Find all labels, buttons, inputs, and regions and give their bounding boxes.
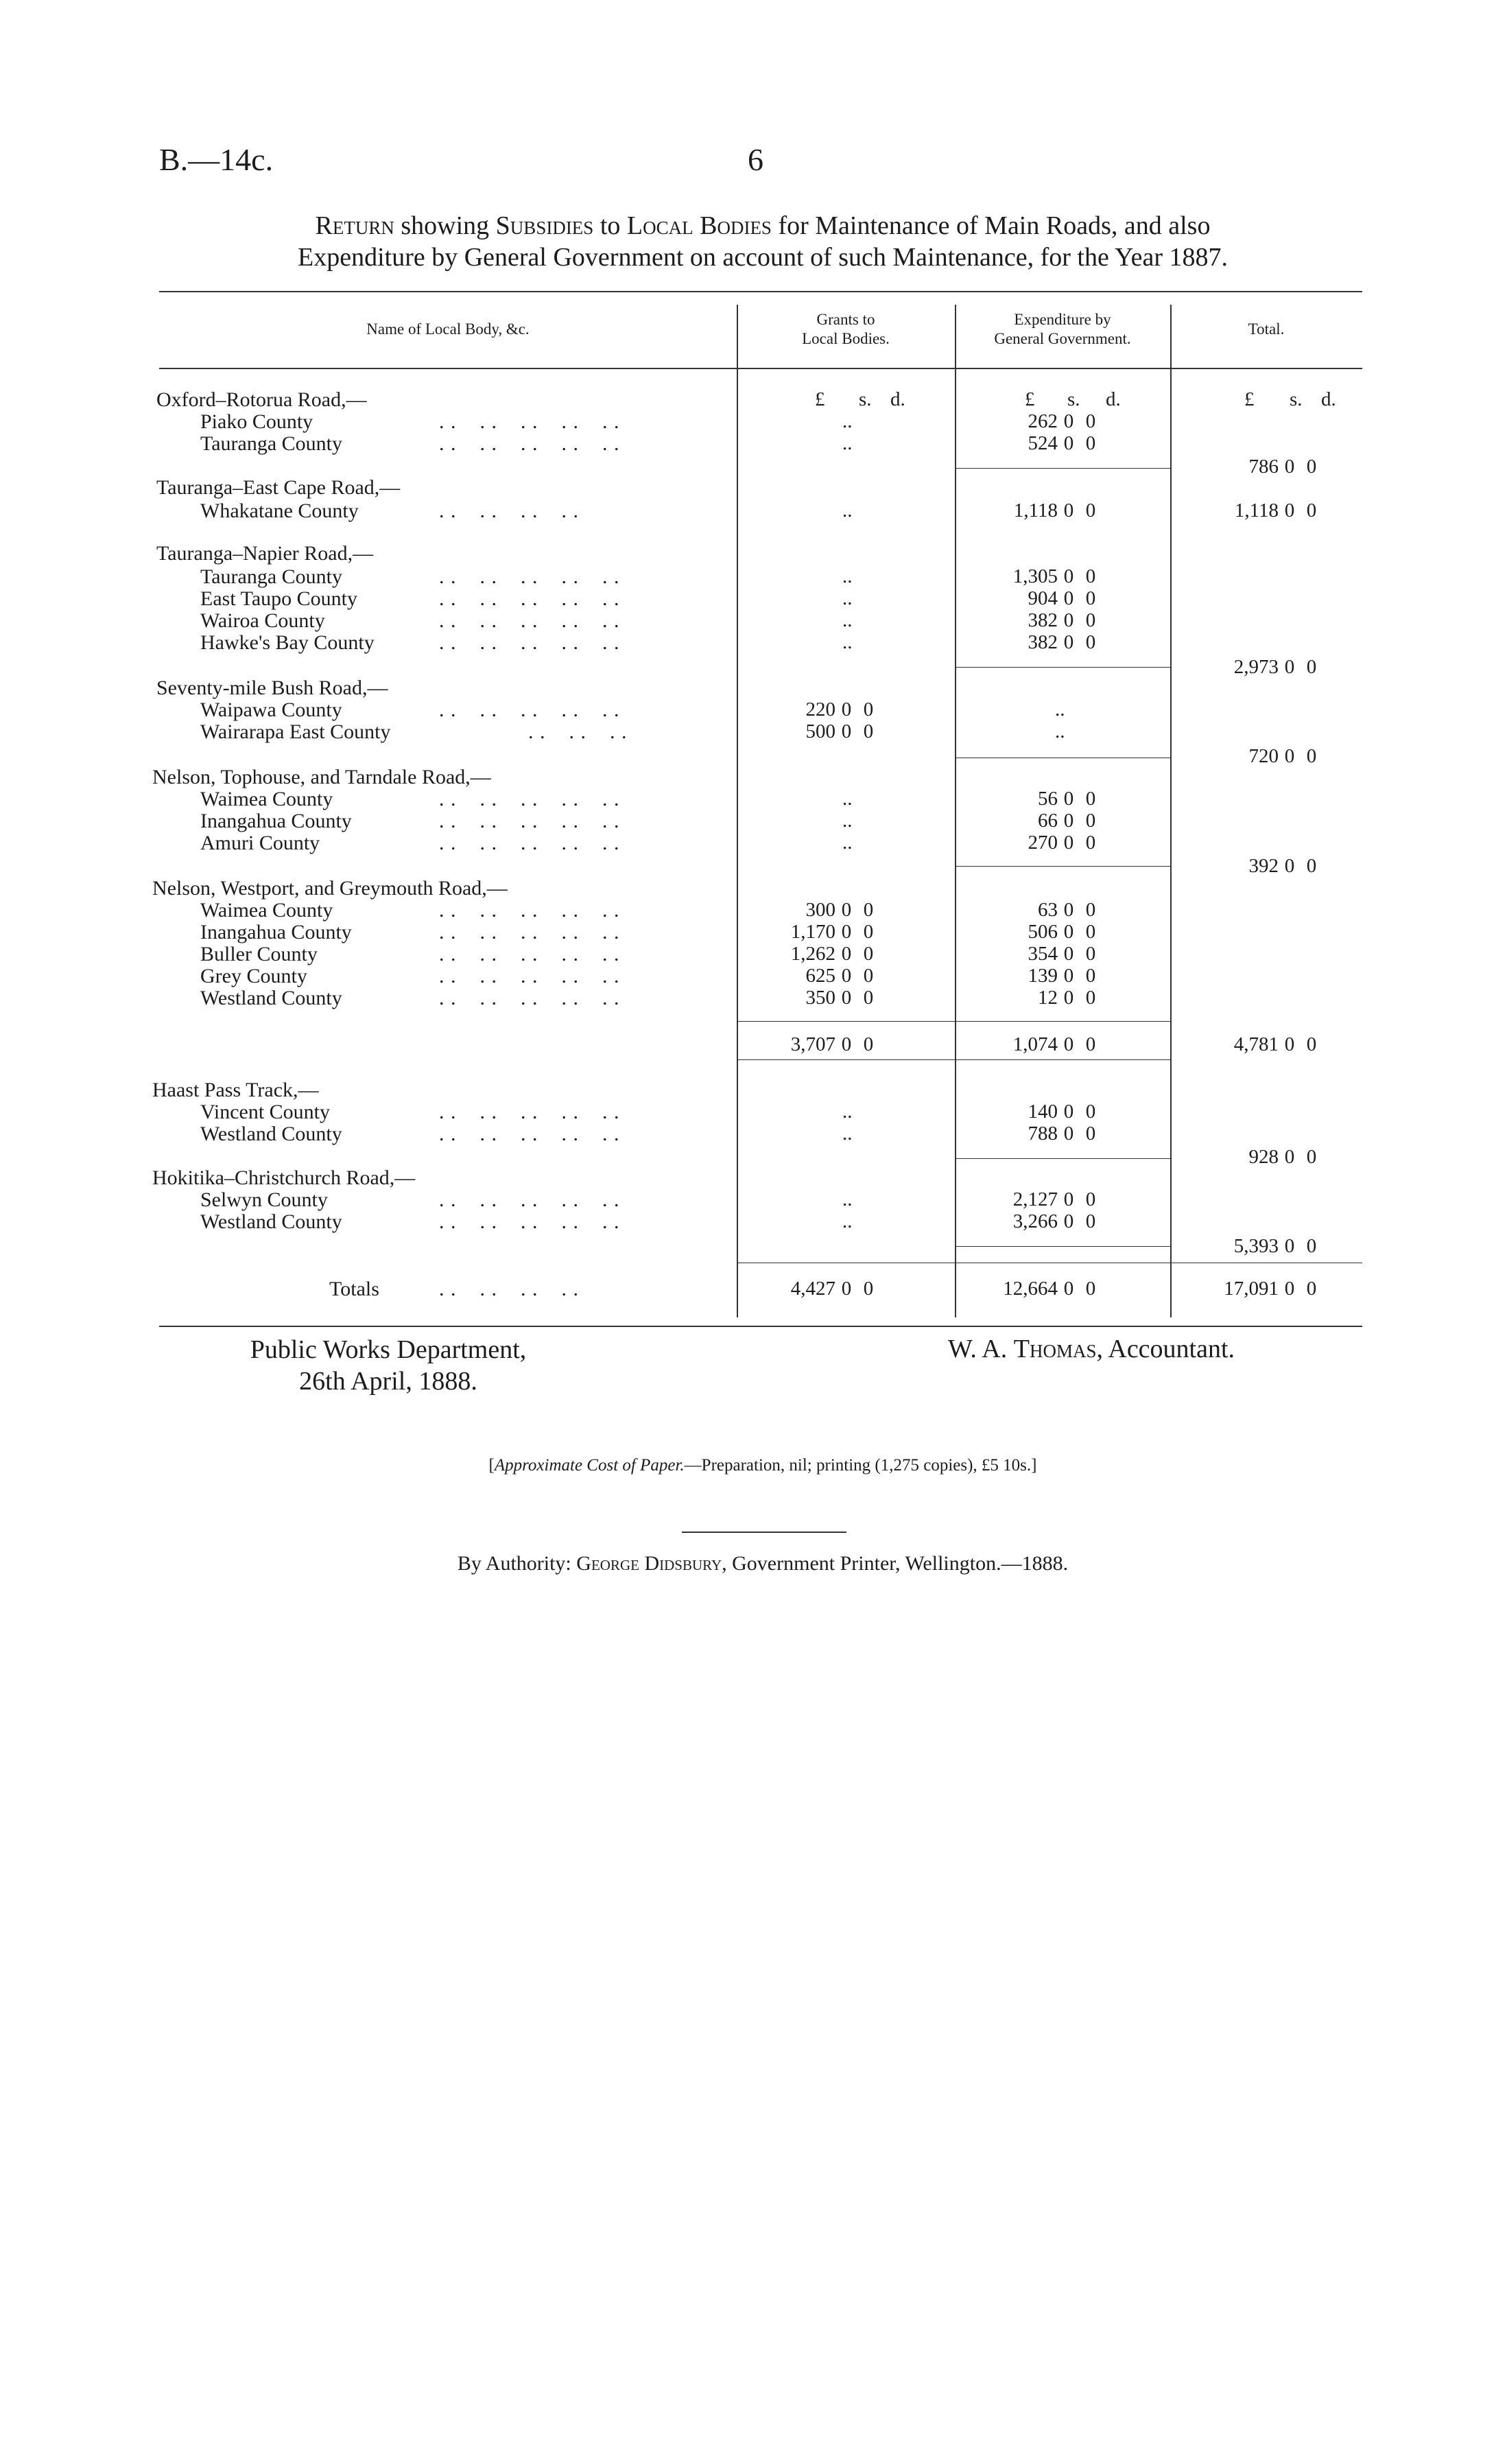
unit-pound: £	[1025, 388, 1035, 410]
county-name: Inangahua County	[200, 810, 352, 832]
leader-dots: . . . . . . . .	[439, 1278, 579, 1300]
leader-dots: . . . . . . . . . .	[439, 631, 620, 654]
county-name: Westland County	[200, 1210, 342, 1233]
expenditure-amount: 382 0 0	[1028, 631, 1096, 653]
leader-dots: . . . . . . . . . .	[439, 921, 620, 943]
grant-empty: ..	[842, 500, 853, 521]
column-header-grants	[737, 310, 955, 349]
road-heading: Haast Pass Track,—	[152, 1079, 319, 1101]
header-line: Grants to	[816, 311, 875, 328]
subtotal-expenditure: 1,074 0 0	[1012, 1033, 1096, 1055]
county-name: Wairoa County	[200, 609, 325, 632]
grant-empty: ..	[842, 1188, 853, 1210]
signatory-title: Accountant.	[1108, 1335, 1235, 1363]
cost-text: —Preparation, nil; printing (1,275 copies), £5 10s.	[684, 1456, 1032, 1475]
leader-dots: . . . . . . . . . .	[439, 832, 620, 854]
group-total: 786 0 0	[1248, 456, 1317, 478]
expenditure-amount: 56 0 0	[1038, 788, 1096, 810]
expenditure-amount: 506 0 0	[1028, 921, 1096, 943]
expenditure-amount: 354 0 0	[1028, 943, 1096, 965]
title-word: showing	[401, 211, 490, 240]
expenditure-amount: 3,266 0 0	[1012, 1210, 1096, 1232]
group-total: 392 0 0	[1248, 855, 1317, 877]
grant-amount: 500 0 0	[805, 720, 874, 742]
county-name: Hawke's Bay County	[200, 631, 375, 654]
county-name: Waipawa County	[200, 699, 342, 721]
grant-empty: ..	[842, 788, 853, 810]
column-divider	[737, 305, 738, 1317]
leader-dots: . . . . . . . . . .	[439, 899, 620, 922]
grant-empty: ..	[842, 587, 853, 609]
road-heading: Oxford–Rotorua Road,—	[156, 388, 367, 411]
expenditure-amount: 270 0 0	[1028, 832, 1096, 854]
group-total: 5,393 0 0	[1233, 1235, 1317, 1257]
grant-empty: ..	[842, 810, 853, 832]
expenditure-amount: 140 0 0	[1028, 1101, 1096, 1123]
grant-empty: ..	[842, 1101, 853, 1123]
county-name: Tauranga County	[200, 565, 343, 588]
header-line: Expenditure by	[1014, 311, 1111, 328]
expenditure-amount: 524 0 0	[1028, 432, 1096, 454]
county-name: Tauranga County	[200, 432, 343, 455]
group-total: 720 0 0	[1248, 745, 1317, 767]
column-divider	[955, 305, 956, 1317]
subtotal-grant: 3,707 0 0	[790, 1033, 874, 1055]
accountant-signature	[948, 1334, 1235, 1364]
page-number: 6	[748, 142, 763, 177]
road-heading: Seventy-mile Bush Road,—	[156, 677, 388, 699]
signatory-surname: Thomas,	[1013, 1335, 1103, 1363]
county-name: Inangahua County	[200, 921, 352, 943]
unit-pence: d.	[1106, 388, 1121, 410]
leader-dots: . . . . . . . .	[439, 500, 579, 522]
cost-label: Approximate Cost of Paper.	[494, 1456, 685, 1475]
expenditure-amount: 63 0 0	[1038, 899, 1096, 921]
county-name: Buller County	[200, 943, 318, 965]
county-name: Selwyn County	[200, 1188, 328, 1211]
county-name: Vincent County	[200, 1101, 331, 1123]
expenditure-amount: 12 0 0	[1038, 987, 1096, 1009]
header-line: General Government.	[994, 330, 1131, 347]
grand-total: 17,091 0 0	[1224, 1278, 1317, 1300]
grant-amount: 1,170 0 0	[790, 921, 874, 943]
signature-date: 26th April, 1888.	[299, 1367, 477, 1396]
leader-dots: . . . . . . . . . .	[439, 1123, 620, 1145]
expenditure-empty: ..	[1055, 720, 1065, 742]
leader-dots: . . . . . . . . . .	[439, 788, 620, 810]
grant-empty: ..	[842, 410, 853, 432]
county-name: Westland County	[200, 1123, 342, 1145]
document-title	[159, 210, 1366, 273]
subtotal-rule	[955, 468, 1170, 469]
expenditure-amount: 904 0 0	[1028, 587, 1096, 609]
county-name: Piako County	[200, 410, 313, 433]
leader-dots: . . . . . . . . . .	[439, 810, 620, 832]
printer-name: George Didsbury,	[576, 1552, 727, 1575]
expenditure-amount: 2,127 0 0	[1012, 1188, 1096, 1210]
expenditure-amount: 788 0 0	[1028, 1123, 1096, 1145]
leader-dots: . . . . . . . . . .	[439, 987, 620, 1009]
authority-rule	[682, 1532, 846, 1533]
grant-empty: ..	[842, 832, 853, 854]
unit-shilling: s.	[1067, 388, 1080, 410]
column-divider	[1170, 305, 1172, 1317]
printer-authority	[159, 1552, 1366, 1575]
unit-pence: d.	[890, 388, 905, 410]
title-word: Local	[626, 211, 693, 240]
department-name: Public Works Department,	[250, 1335, 527, 1364]
authority-rest: Government Printer, Wellington.—1888.	[732, 1552, 1069, 1575]
leader-dots: . . . . . . . . . .	[439, 1188, 620, 1211]
grant-empty: ..	[842, 565, 853, 587]
column-header-total: Total.	[1248, 320, 1285, 338]
subtotal-rule	[737, 1059, 1170, 1060]
leader-dots: . . . . . . . . . .	[439, 943, 620, 965]
leader-dots: . . . . . . . . . .	[439, 1210, 620, 1233]
grant-amount: 1,262 0 0	[790, 943, 874, 965]
road-heading: Hokitika–Christchurch Road,—	[152, 1166, 416, 1189]
group-total: 2,973 0 0	[1233, 656, 1317, 678]
grant-empty: ..	[842, 1123, 853, 1145]
page-reference: B.—14c.	[159, 142, 274, 177]
leader-dots: . . . . . . . . . .	[439, 965, 620, 987]
subtotal-rule	[955, 866, 1170, 867]
column-header-expenditure	[955, 310, 1170, 349]
expenditure-amount: 1,118 0 0	[1013, 500, 1096, 521]
unit-pence: d.	[1321, 388, 1336, 410]
table-bottom-rule	[159, 1326, 1362, 1327]
title-word: Return	[315, 211, 394, 240]
road-heading: Tauranga–Napier Road,—	[156, 542, 374, 565]
leader-dots: . . . . . . . . . .	[439, 565, 620, 588]
county-name: Waimea County	[200, 899, 333, 922]
title-word: to	[600, 211, 621, 240]
totals-label: Totals	[329, 1278, 379, 1300]
expenditure-amount: 1,305 0 0	[1012, 565, 1096, 587]
title-word: for Maintenance of Main Roads, and also	[778, 211, 1211, 240]
title-word: Subsidies	[495, 211, 594, 240]
total-grants: 4,427 0 0	[790, 1278, 874, 1300]
county-name: East Taupo County	[200, 587, 357, 610]
expenditure-amount: 66 0 0	[1038, 810, 1096, 832]
leader-dots: . . . . . . . . . .	[439, 410, 620, 433]
road-heading: Nelson, Westport, and Greymouth Road,—	[152, 877, 508, 900]
county-name: Westland County	[200, 987, 342, 1009]
county-name: Amuri County	[200, 832, 320, 854]
header-bottom-rule	[159, 368, 1362, 369]
total-expenditure: 12,664 0 0	[1003, 1278, 1096, 1300]
leader-dots: . . . . . . . . . .	[439, 609, 620, 632]
leader-dots: . . . . . . . . . .	[439, 699, 620, 721]
leader-dots: . . . . . .	[528, 720, 628, 743]
table-top-rule	[159, 291, 1362, 292]
department-signature	[210, 1334, 567, 1397]
leader-dots: . . . . . . . . . .	[439, 1101, 620, 1123]
expenditure-amount: 382 0 0	[1028, 609, 1096, 631]
expenditure-amount: 139 0 0	[1028, 965, 1096, 987]
grant-amount: 350 0 0	[805, 987, 874, 1009]
grant-amount: 220 0 0	[805, 699, 874, 720]
grant-amount: 300 0 0	[805, 899, 874, 921]
grant-empty: ..	[842, 432, 853, 454]
group-total: 4,781 0 0	[1233, 1033, 1317, 1055]
county-name: Grey County	[200, 965, 307, 987]
authority-prefix: By Authority:	[457, 1552, 571, 1575]
grant-empty: ..	[842, 631, 853, 653]
road-heading: Nelson, Tophouse, and Tarndale Road,—	[152, 766, 491, 788]
unit-pound: £	[1244, 388, 1255, 410]
grant-amount: 625 0 0	[805, 965, 874, 987]
subtotal-rule	[955, 1158, 1170, 1159]
subtotal-rule	[955, 667, 1170, 668]
county-name: Waimea County	[200, 788, 333, 810]
county-name: Wairarapa East County	[200, 720, 391, 743]
paper-cost-note: [Approximate Cost of Paper.—Preparation, nil; printing (1,275 copies), £5 10s.]	[488, 1456, 1037, 1475]
title-word: Bodies	[700, 211, 772, 240]
subtotal-rule	[955, 1246, 1170, 1247]
title-line-2: Expenditure by General Government on account of such Maintenance, for the Year 1887.	[298, 243, 1228, 272]
subtotal-rule	[737, 1021, 1170, 1022]
unit-shilling: s.	[859, 388, 872, 410]
unit-shilling: s.	[1290, 388, 1303, 410]
leader-dots: . . . . . . . . . .	[439, 432, 620, 455]
group-total: 928 0 0	[1248, 1146, 1317, 1168]
header-line: Local Bodies.	[802, 330, 890, 347]
column-header-name: Name of Local Body, &c.	[366, 320, 530, 338]
road-heading: Tauranga–East Cape Road,—	[156, 476, 401, 499]
county-name: Whakatane County	[200, 500, 359, 522]
expenditure-amount: 262 0 0	[1028, 410, 1096, 432]
leader-dots: . . . . . . . . . .	[439, 587, 620, 610]
expenditure-empty: ..	[1055, 699, 1065, 720]
unit-pound: £	[815, 388, 825, 410]
grant-empty: ..	[842, 609, 853, 631]
signatory-initials: W. A.	[948, 1335, 1008, 1363]
grant-empty: ..	[842, 1210, 853, 1232]
group-total: 1,118 0 0	[1234, 500, 1317, 521]
